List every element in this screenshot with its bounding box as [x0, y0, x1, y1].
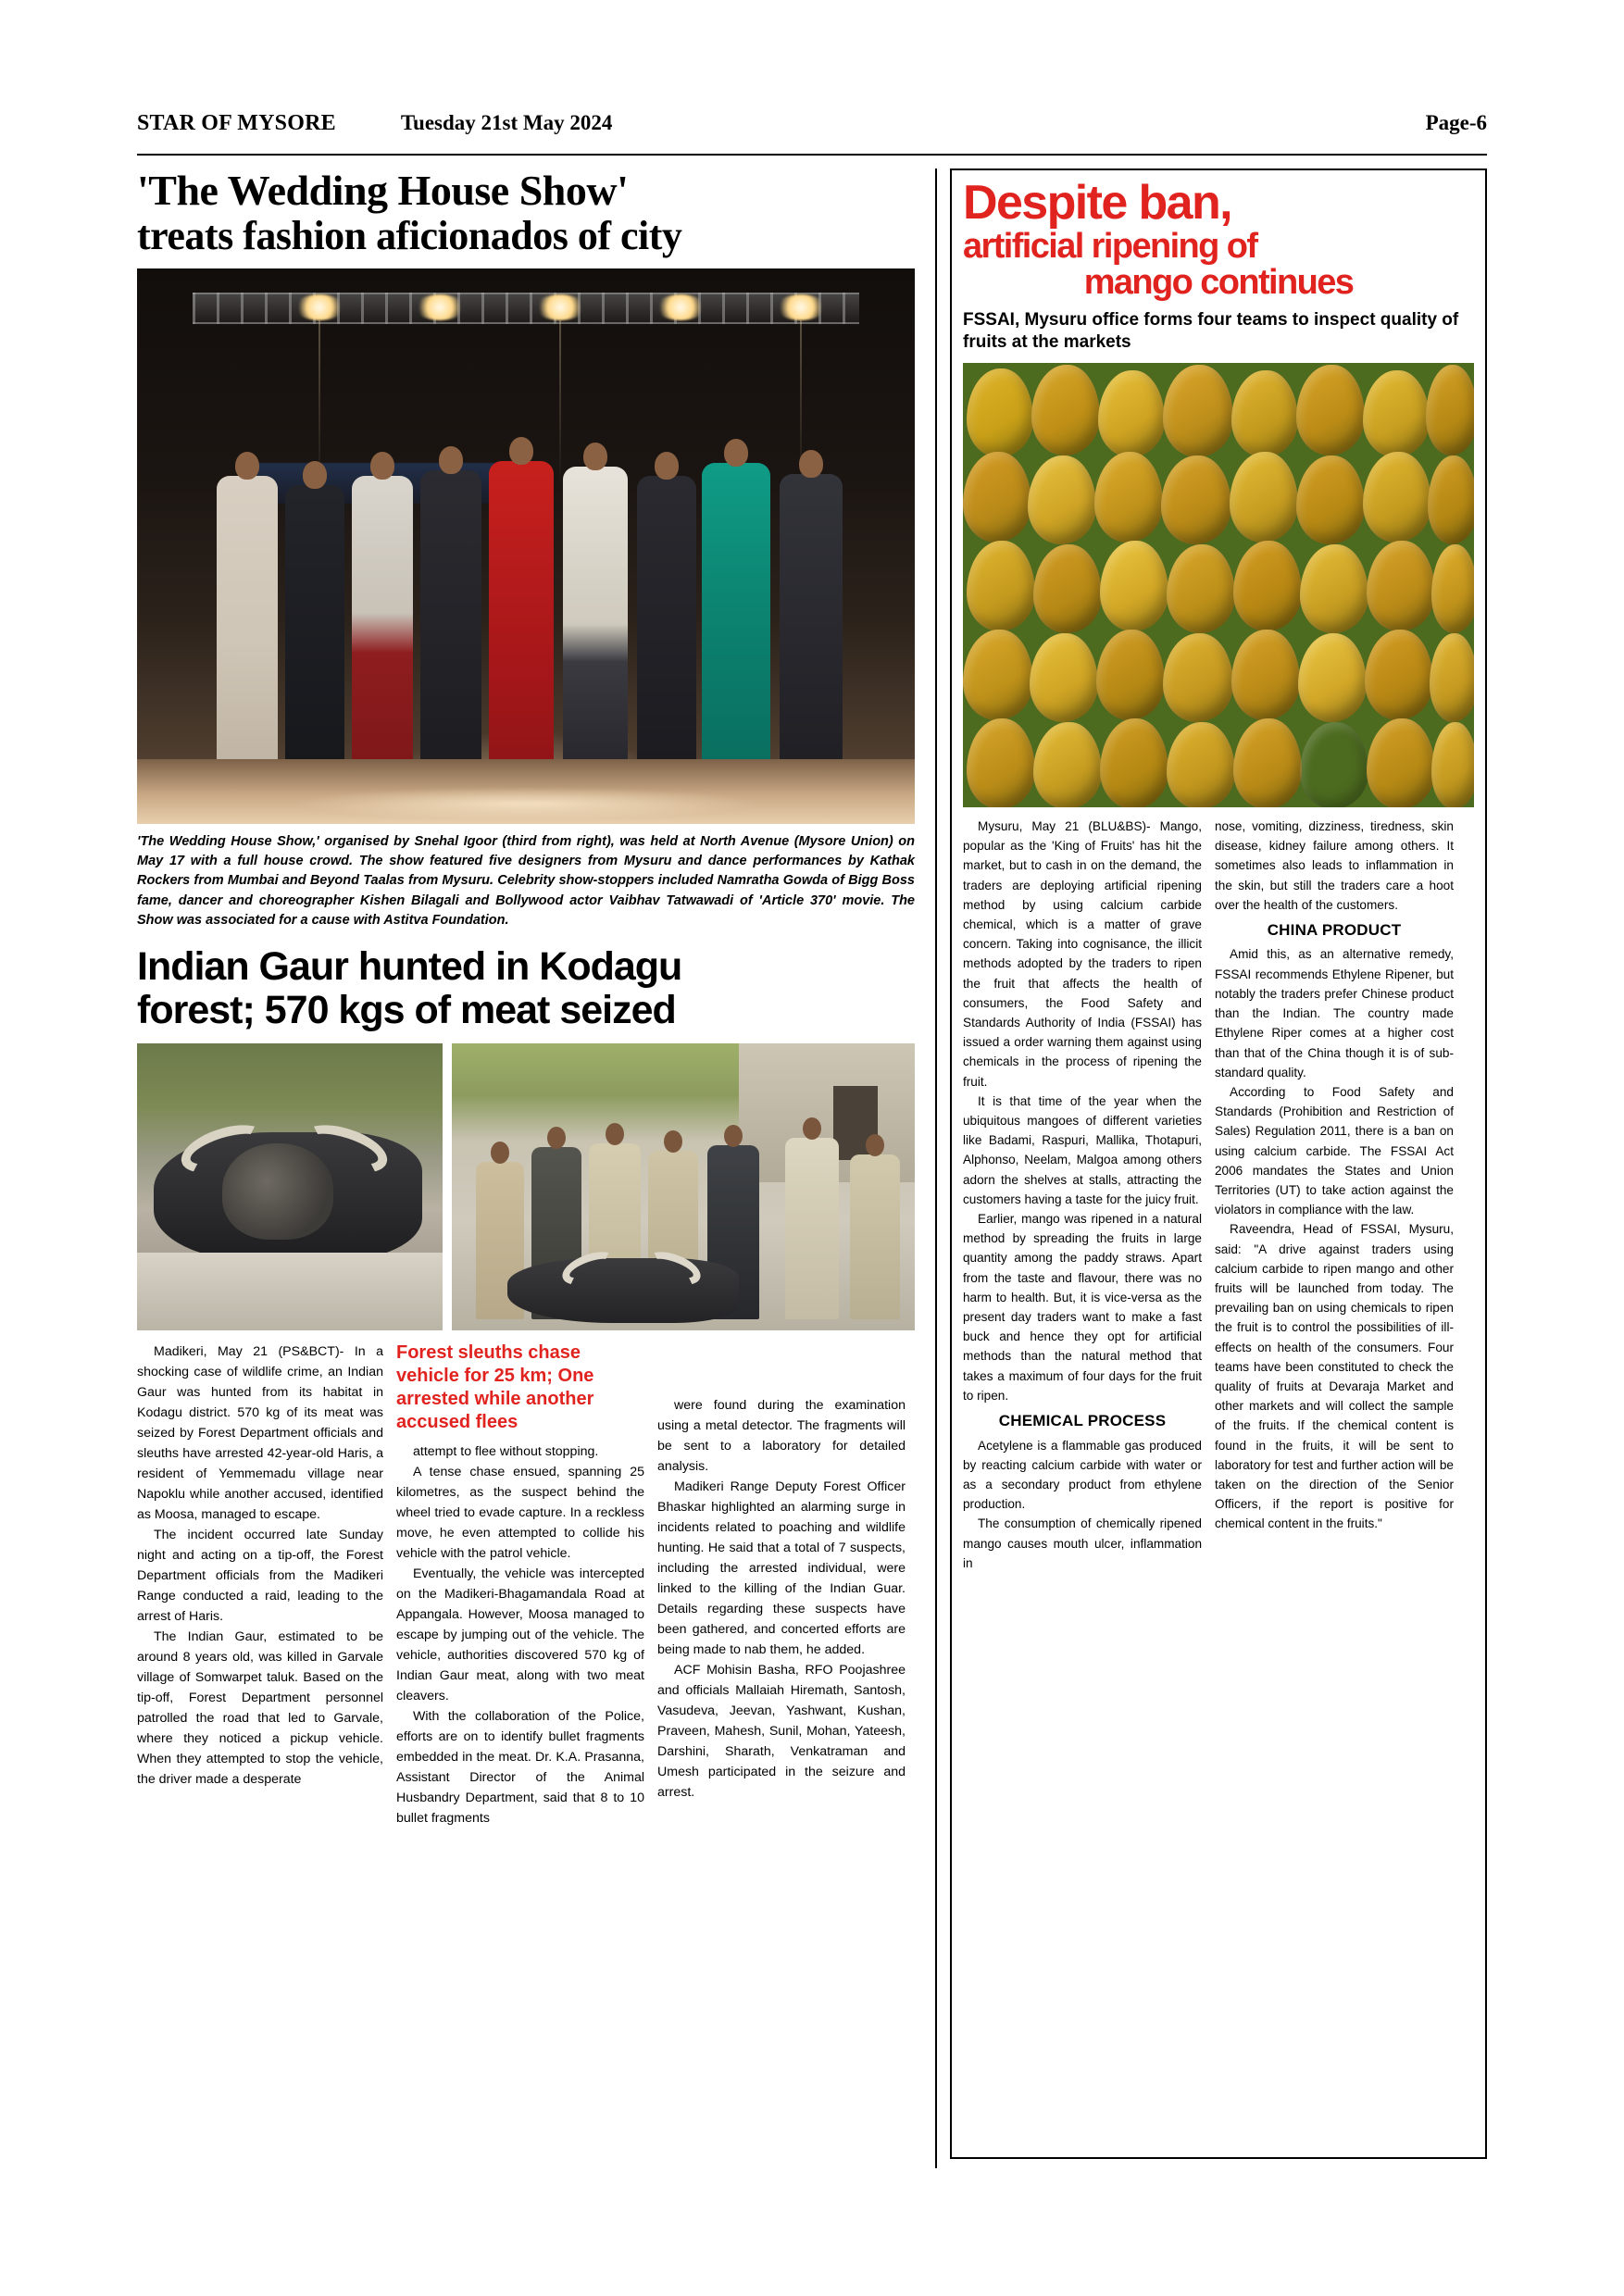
mango-market-photo: [963, 363, 1474, 807]
wedding-headline-line2: treats fashion aficionados of city: [137, 212, 682, 258]
mango-column-2: [1215, 817, 1454, 1573]
publication-date: Tuesday 21st May 2024: [400, 111, 613, 134]
paragraph: Eventually, the vehicle was intercepted on the Madikeri-Bhagamandala Road at Appangala. However, Moosa managed to escape by jumping out of the vehicle. The vehicle, authorities discovered 570 kg of Indian Gaur meat, along with two meat cleavers.: [396, 1566, 644, 1704]
fashion-photo-caption: 'The Wedding House Show,' organised by Snehal Igoor (third from right), was held at North Avenue (Mysore Union) on May 17 with a full house crowd. The show featured five designers from Mysuru and dance performances by Kathak Rockers from Mumbai and Beyond Taalas from Mysuru. Celebrity show-stoppers included Namratha Gowda of Bigg Boss fame, dancer and choreographer Kishen Bilagali and Bollywood actor Vaibhav Tatwawadi of 'Article 370' movie. The Show was associated for a cause with Astitva Foundation.: [137, 834, 915, 928]
column-divider: [935, 168, 937, 2168]
paragraph: Earlier, mango was ripened in a natural method by spreading the fruits in large quantity among the paddy straws. Apart from the taste and flavour, there was no harm to health. But, it is vice-versa as the present day traders want to make a fast buck and hence they opt for artificial methods than the natural method that takes a maximum of four days for the fruit to ripen.: [963, 1212, 1202, 1403]
left-column: [137, 168, 935, 2168]
gaur-article-text: [137, 1341, 918, 1828]
page-content: [137, 168, 1487, 2168]
gaur-subhead: Forest sleuths chase vehicle for 25 km; One arrested while another accused flees: [396, 1342, 594, 1433]
paragraph: were found during the examination using a metal detector. The fragments will be sent to a laboratory for detailed analysis.: [657, 1398, 906, 1475]
gaur-column-1: [137, 1341, 383, 1828]
masthead: [137, 111, 1487, 148]
gaur-column-2: [396, 1341, 644, 1828]
paragraph: attempt to flee without stopping.: [413, 1444, 599, 1460]
gaur-photo-group: [137, 1043, 918, 1330]
forest-officials-photo: [452, 1043, 915, 1330]
paragraph: The Indian Gaur, estimated to be around 8 years old, was killed in Garvale village of Somwarpet taluk. Based on the tip-off, Forest Department personnel patrolled the road that led to Garvale, where they noticed a pickup vehicle. When they attempted to stop the vehicle, the driver made a desperate: [137, 1629, 383, 1788]
mango-subdeck: FSSAI, Mysuru office forms four teams to inspect quality of fruits at the markets: [963, 310, 1459, 353]
china-product-heading: CHINA PRODUCT: [1267, 920, 1402, 939]
chemical-process-heading: CHEMICAL PROCESS: [998, 1412, 1167, 1430]
paragraph: According to Food Safety and Standards (Prohibition and Restriction of Sales) Regulation 2011, there is a ban on using calcium carbide. The FSSAI Act 2006 mandates the States and Union Territories (UT) to take action against the violators in compliance with the law.: [1215, 1084, 1454, 1217]
paragraph: A tense chase ensued, spanning 25 kilometres, as the suspect behind the wheel tried to evade capture. In a reckless move, he even attempted to collide his vehicle with the patrol vehicle.: [396, 1465, 644, 1562]
mango-headline-line1: Despite ban,: [963, 176, 1231, 230]
mango-headline-line3: mango continues: [1083, 262, 1354, 302]
paragraph: It is that time of the year when the ubiquitous mangoes of different varieties like Badami, Raspuri, Mallika, Thotapuri, Alphonso, Neelam, Malgoa among others adorn the shelves at stalls, attracting the customers having a taste for the juicy fruit.: [963, 1093, 1202, 1206]
mango-article-text: [963, 817, 1474, 1573]
masthead-divider: [137, 154, 1487, 156]
paragraph: nose, vomiting, dizziness, tiredness, skin disease, kidney failure among others. It sometimes also leads to inflammation in the skin, but still the traders care a hoot over the health of the customers.: [1215, 818, 1454, 912]
paragraph: Madikeri Range Deputy Forest Officer Bhaskar highlighted an alarming surge in incidents related to poaching and wildlife hunting. He said that a total of 7 suspects, including the arrested individual, were linked to the killing of the Indian Guar. Details regarding these suspects have been gathered, and concerted efforts are being made to nab them, he added.: [657, 1479, 906, 1658]
gaur-column-3: [657, 1341, 906, 1828]
gaur-headline-line2: forest; 570 kgs of meat seized: [137, 987, 676, 1032]
paragraph: Mysuru, May 21 (BLU&BS)- Mango, popular as the 'King of Fruits' has hit the market, but to cash in on the demand, the traders are deploying artificial ripening method by using calcium carbide chemical, which is a matter of grave concern. Taking into cognisance, the illicit methods adopted by the traders to ripen the fruit that affects the health of consumers, the Food Safety and Standards Authority of India (FSSAI) has issued a order warning them against using chemicals in the process of ripening the fruit.: [963, 818, 1202, 1089]
page-number: Page-6: [1425, 111, 1487, 134]
paragraph: ACF Mohisin Basha, RFO Poojashree and officials Mallaiah Hiremath, Santosh, Vasudeva, Jeevan, Yashwant, Kushan, Praveen, Mahesh, Sunil, Mohan, Yateesh, Darshini, Sharath, Venkatraman and Umesh participated in the seizure and arrest.: [657, 1663, 906, 1801]
right-column: [950, 168, 1487, 2168]
paragraph: Amid this, as an alternative remedy, FSSAI recommends Ethylene Ripener, but notably the traders prefer Chinese product than the Indian. The country made Ethylene Riper comes at a higher cost than that of the China though it is of sub-standard quality.: [1215, 947, 1454, 1079]
paragraph: Acetylene is a flammable gas produced by reacting calcium carbide with water or as a secondary product from ethylene production.: [963, 1438, 1202, 1512]
mango-headline: [963, 176, 1474, 302]
mango-story-box: [950, 168, 1487, 2159]
paragraph: The incident occurred late Sunday night and acting on a tip-off, the Forest Department officials from the Madikeri Range conducted a raid, leading to the arrest of Haris.: [137, 1528, 383, 1625]
fashion-show-photo: [137, 268, 915, 824]
paragraph: Raveendra, Head of FSSAI, Mysuru, said: "A drive against traders using calcium carbide to ripen mango and other fruits will be launched from today. The prevailing ban on using chemicals to ripen the fruit is to control the possibilities of ill-effects on health of the consumers. Four teams have been constituted to check the quality of fruits at Devaraja Market and other markets and will collect the sample of the fruits. If the chemical content is found in the fruits, it will be sent to laboratory for test and further action will be taken on the direction of the Senior Officers, if the report is positive for chemical content in the fruits.": [1215, 1222, 1454, 1531]
paragraph: With the collaboration of the Police, efforts are on to identify bullet fragments embedded in the meat. Dr. K.A. Prasanna, Assistant Director of the Animal Husbandry Department, said that 8 to 10 bullet fragments: [396, 1709, 644, 1827]
mango-column-1: [963, 817, 1202, 1573]
paragraph: The consumption of chemically ripened mango causes mouth ulcer, inflammation in: [963, 1516, 1202, 1570]
paragraph: Madikeri, May 21 (PS&BCT)- In a shocking case of wildlife crime, an Indian Gaur was hunted from its habitat in Kodagu district. 570 kg of its meat was seized by Forest Department officials and sleuths have arrested 42-year-old Haris, a resident of Yemmemadu village near Napoklu while another accused, identified as Moosa, managed to escape.: [137, 1344, 383, 1523]
publication-name: STAR OF MYSORE: [137, 111, 336, 135]
mango-headline-line2: artificial ripening of: [963, 226, 1257, 266]
gaur-carcass-photo: [137, 1043, 443, 1330]
gaur-headline-line1: Indian Gaur hunted in Kodagu: [137, 943, 682, 989]
wedding-headline-line1: 'The Wedding House Show': [137, 167, 629, 214]
